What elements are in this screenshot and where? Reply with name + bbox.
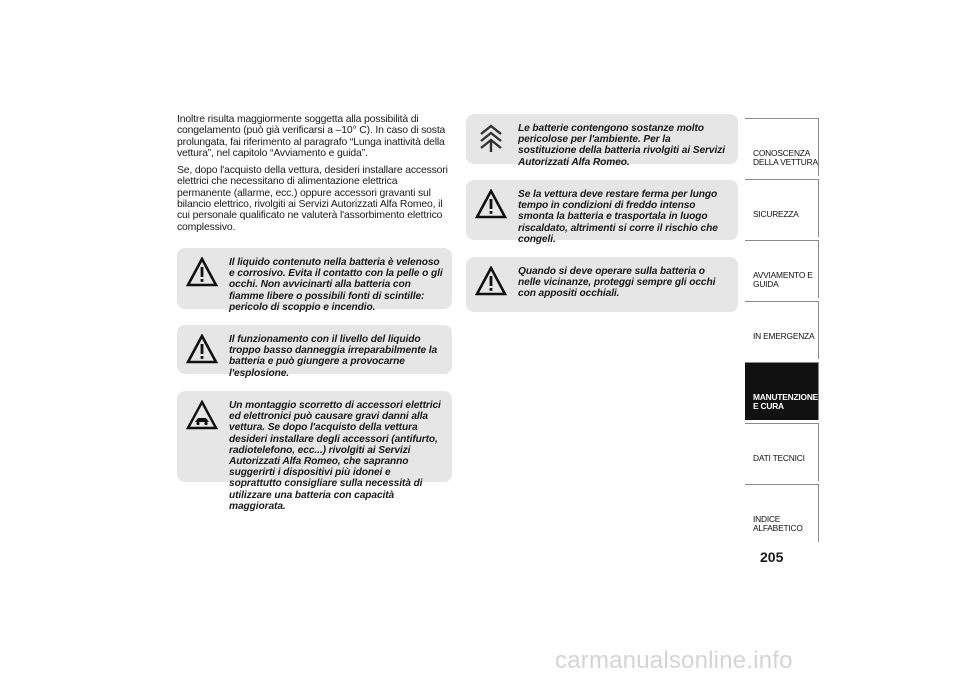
- warning-note-5-text: Quando si deve operare sulla batteria o nelle vicinanze, proteggi sempre gli occhi con appositi occhiali.: [518, 266, 716, 300]
- environment-note-text: Le batterie contengono sostanze molto pericolose per l'ambiente. Per la sostituzione della batteria rivolgiti ai Servizi Autorizzati Alfa Romeo.: [518, 123, 725, 168]
- warning-note-2-text: Il funzionamento con il livello del liquido troppo basso danneggia irreparabilmente la batteria e può giungere a provocarne l'esplosione.: [229, 334, 438, 379]
- tab-dati-tecnici[interactable]: DATI TECNICI: [745, 423, 819, 481]
- warning-note-3: [177, 391, 452, 512]
- warning-triangle-icon: [475, 266, 507, 296]
- environment-tree-icon: [475, 123, 507, 153]
- tab-conoscenza-della-vettura[interactable]: CONOSCENZA DELLA VETTURA: [745, 118, 819, 176]
- tab-indice-alfabetico[interactable]: INDICE ALFABETICO: [745, 484, 819, 542]
- watermark: carmanualsonline.info: [555, 647, 793, 674]
- tab-sicurezza[interactable]: SICUREZZA: [745, 179, 819, 237]
- car-damage-triangle-icon: [186, 400, 218, 430]
- warning-note-4: [466, 180, 738, 245]
- body-paragraph-2: Se, dopo l'acquisto della vettura, desideri installare accessori elettrici che necessitano di alimentazione elettrica permanente (allarme, ecc.) oppure accessori gravanti sul bilancio elettrico, rivolgiti ai Servizi Autorizzati Alfa Romeo, il cui personale qualificato ne valuterà l'assorbimento elettrico complessivo.: [177, 165, 448, 233]
- tab-in-emergenza[interactable]: IN EMERGENZA: [745, 301, 819, 359]
- warning-note-1-text: Il liquido contenuto nella batteria è velenoso e corrosivo. Evita il contatto con la pelle o gli occhi. Non avvicinarti alla batteria con fiamme libere o possibili fonti di scintille: pericolo di scoppio e incendio.: [229, 257, 443, 313]
- warning-triangle-icon: [475, 189, 507, 219]
- warning-note-5: [466, 257, 738, 312]
- body-paragraph-1: Inoltre risulta maggiormente soggetta alla possibilità di congelamento (può già verificarsi a –10° C). In caso di sosta prolungata, fai riferimento al paragrafo “Lunga inattività della vettura”, nel capitolo “Avviamento e guida”.: [177, 114, 446, 159]
- warning-triangle-icon: [186, 334, 218, 364]
- environment-note: [466, 114, 738, 168]
- left-column: [177, 114, 452, 512]
- tab-manutenzione-e-cura[interactable]: MANUTENZIONE E CURA: [745, 362, 819, 420]
- page-number: 205: [760, 549, 784, 565]
- warning-note-3-text: Un montaggio scorretto di accessori elettrici ed elettronici può causare gravi danni alla vettura. Se dopo l'acquisto della vettura desideri installare degli accessori (antifurto, radiotelefono, ecc...) rivolgiti ai Servizi Autorizzati Alfa Romeo, che sapranno suggerirti i dispositivi più idonei e soprattutto consigliare sulla necessità di utilizzare una batteria con capacità maggiorata.: [229, 400, 441, 512]
- warning-triangle-icon: [186, 257, 218, 287]
- warning-note-4-text: Se la vettura deve restare ferma per lungo tempo in condizioni di freddo intenso smonta la batteria e trasportala in luogo riscaldato, altrimenti si corre il rischio che congeli.: [518, 189, 718, 245]
- warning-note-1: [177, 248, 452, 313]
- warning-note-2: [177, 325, 452, 379]
- tab-avviamento-e-guida[interactable]: AVVIAMENTO E GUIDA: [745, 240, 819, 298]
